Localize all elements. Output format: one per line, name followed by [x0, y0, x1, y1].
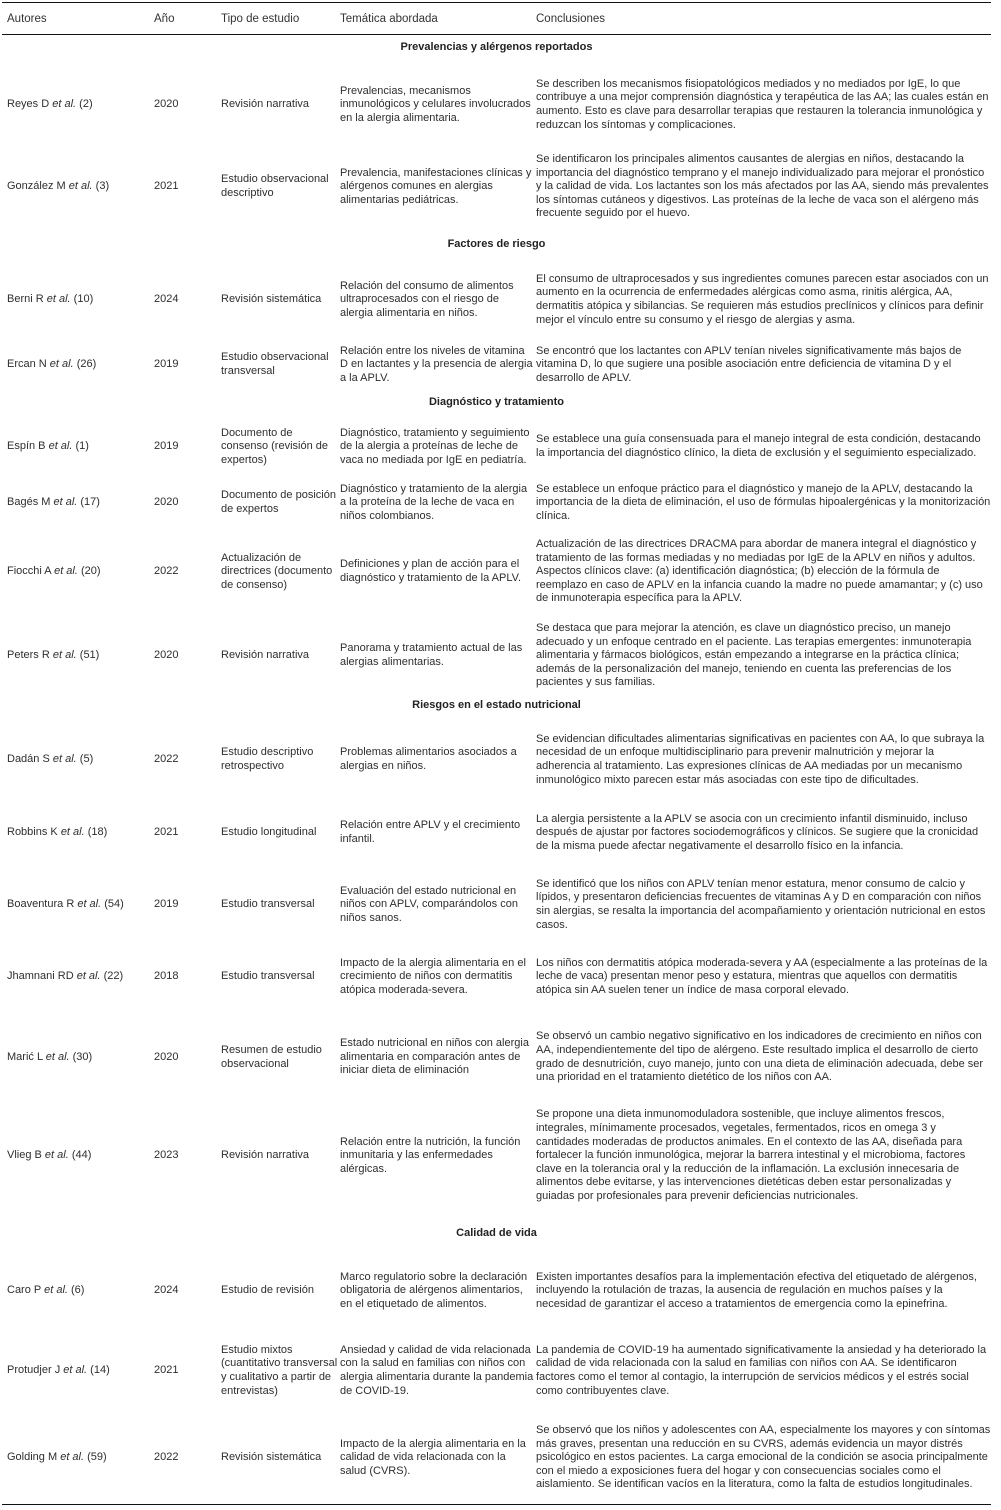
topic-text: Panorama y tratamiento actual de las alergias alimentarias.	[340, 642, 523, 668]
reference-number: (30)	[69, 1050, 93, 1063]
topic-cell	[340, 417, 534, 477]
topic-cell	[340, 870, 534, 940]
topic-cell	[340, 802, 534, 864]
bottom-rule	[2, 1504, 991, 1505]
study-type-text: Estudio de revisión	[221, 1284, 314, 1297]
et-al: et al.	[63, 1364, 88, 1377]
et-al: et al.	[44, 1149, 69, 1162]
conclusion-text: Se establece una guía consensuada para el manejo integral de esta condición, destacando la importancia del diagnóstico clínico, la dieta de exclusión y el seguimiento especializado.	[536, 433, 981, 459]
conclusion-cell	[536, 802, 991, 864]
study-type-cell	[221, 340, 339, 390]
conclusion-text: Se encontró que los lactantes con APLV tenían niveles significativamente más bajos de vitamina D, lo que sugiere una posible asociación entre deficiencia de vitamina D y el desarrollo de APLV.	[536, 344, 962, 384]
conclusion-text: Se identificó que los niños con APLV tenían menor estatura, menor consumo de calcio y lípidos, y presentaron deficiencias frecuentes de vitaminas A y D en comparación con niños sin alergias, se resalta la importancia del acompañamiento y orientación nutricional en estos casos.	[536, 877, 986, 931]
year-cell	[154, 142, 214, 232]
et-al: et al.	[54, 565, 78, 578]
author-name: Caro P	[7, 1284, 45, 1297]
table-row	[2, 870, 991, 940]
year-cell	[154, 1100, 214, 1212]
conclusion-cell	[536, 870, 991, 940]
section-title: Factores de riesgo	[447, 238, 546, 250]
author-citation	[7, 1451, 152, 1465]
table-row	[2, 719, 991, 801]
author-citation	[7, 753, 152, 767]
study-type-text: Estudio transversal	[221, 970, 315, 983]
et-al: et al.	[77, 898, 102, 911]
author-cell	[7, 942, 152, 1012]
year-text: 2022	[154, 565, 179, 578]
et-al: et al.	[46, 293, 71, 306]
year-text: 2024	[154, 293, 179, 306]
author-citation	[7, 1051, 152, 1065]
year-text: 2020	[154, 496, 179, 509]
conclusion-text: Se establece un enfoque práctico para el diagnóstico y manejo de la APLV, destacando la importancia de la dieta de eliminación, el uso de fórmulas hipoalergénicas y la monitorización clínica.	[536, 482, 991, 522]
topic-text: Prevalencias, mecanismos inmunológicos y celulares involucrados en la alergia alimentaria.	[340, 84, 531, 124]
year-cell	[154, 617, 214, 695]
reference-number: (17)	[77, 496, 100, 509]
author-citation	[7, 1149, 152, 1163]
section-title: Calidad de vida	[456, 1227, 537, 1239]
study-type-text: Revisión sistemática	[221, 293, 322, 306]
author-name: Espín B	[7, 440, 49, 453]
author-citation	[7, 1284, 152, 1298]
reference-number: (14)	[87, 1364, 110, 1377]
topic-cell	[340, 529, 534, 615]
conclusion-cell	[536, 617, 991, 695]
year-cell	[154, 719, 214, 801]
author-cell	[7, 1015, 152, 1100]
et-al: et al.	[48, 440, 73, 453]
et-al: et al.	[52, 98, 77, 111]
reference-number: (10)	[70, 293, 94, 306]
study-type-cell	[221, 1412, 339, 1504]
study-type-text: Actualización de directrices (documento de consenso)	[221, 551, 333, 591]
topic-text: Impacto de la alergia alimentaria en el crecimiento de niños con dermatitis atópica moderada-severa.	[340, 956, 526, 996]
author-name: Peters R	[7, 649, 53, 662]
header-anio: Año	[154, 13, 175, 25]
study-type-text: Revisión sistemática	[221, 1451, 322, 1464]
study-type-cell	[221, 1100, 339, 1212]
study-type-text: Revisión narrativa	[221, 649, 310, 662]
study-type-text: Estudio descriptivo retrospectivo	[221, 746, 314, 772]
topic-cell	[340, 66, 534, 144]
study-type-cell	[221, 1015, 339, 1100]
conclusion-cell	[536, 477, 991, 529]
study-type-cell	[221, 417, 339, 477]
author-citation	[7, 293, 152, 307]
conclusion-text: Se describen los mecanismos fisiopatológicos mediados y no mediados por IgE, lo que contribuye a una mejor comprensión diagnóstica y terapéutica de las AA; las cuales están en aumento. Esto es clave para desarrollar terapias que restauren la tolerancia inmunológica y reduzcan los síntomas y complicaciones.	[536, 77, 989, 131]
author-cell	[7, 617, 152, 695]
year-text: 2019	[154, 358, 179, 371]
author-name: Golding M	[7, 1451, 61, 1464]
study-type-text: Estudio observacional descriptivo	[221, 173, 329, 199]
topic-text: Prevalencia, manifestaciones clínicas y alérgenos comunes en alergias alimentarias pediátricas.	[340, 166, 532, 206]
study-type-cell	[221, 1252, 339, 1330]
year-cell	[154, 1252, 214, 1330]
conclusion-text: Se propone una dieta inmunomoduladora sostenible, que incluye alimentos frescos, integrales, mínimamente procesados, vegetales, fermentados, ricos en omega 3 y cantidades moderadas de productos animales. En el contexto de las AA, diseñada para fortalecer la función inmunológica, mejorar la barrera intestinal y el microbioma, factores clave en la tolerancia oral y la reducción de la inflamación. La exclusión innecesaria de alimentos debe evitarse, y las intervenciones dietéticas deben estar personalizadas y guiadas por profesionales para prevenir deficiencias nutricionales.	[536, 1108, 966, 1202]
author-cell	[7, 1412, 152, 1504]
topic-text: Problemas alimentarios asociados a alergias en niños.	[340, 746, 517, 772]
reference-number: (54)	[101, 898, 124, 911]
reference-number: (2)	[76, 98, 93, 111]
table-row	[2, 1252, 991, 1330]
author-name: Fiocchi A	[7, 565, 55, 578]
study-type-cell	[221, 719, 339, 801]
topic-cell	[340, 1100, 534, 1212]
section-title: Prevalencias y alérgenos reportados	[400, 41, 593, 53]
et-al: et al.	[53, 496, 78, 509]
et-al: et al.	[49, 358, 74, 371]
year-text: 2022	[154, 1451, 179, 1464]
conclusion-cell	[536, 262, 991, 338]
author-citation	[7, 180, 152, 194]
conclusion-cell	[536, 1100, 991, 1212]
year-text: 2024	[154, 1284, 179, 1297]
year-cell	[154, 529, 214, 615]
conclusion-text: Se identificaron los principales alimentos causantes de alergias en niños, destacando la importancia del diagnóstico temprano y el manejo individualizado para mejorar el pronóstico y la calidad de vida. Los lactantes son los más afectados por las AA, siendo más prevalentes los síntomas cutáneos y digestivos. Las proteínas de la leche de vaca son el alérgeno más frecuente seguido por el huevo.	[536, 153, 989, 220]
year-text: 2023	[154, 1149, 179, 1162]
topic-text: Ansiedad y calidad de vida relacionada con la salud en familias con niños con alergia alimentaria durante la pandemia de COVID-19.	[340, 1343, 534, 1397]
topic-text: Evaluación del estado nutricional en niños con APLV, comparándolos con niños sanos.	[340, 884, 518, 924]
year-text: 2021	[154, 180, 179, 193]
table-row	[2, 1100, 991, 1212]
table-row	[2, 1015, 991, 1100]
conclusion-text: Se evidencian dificultades alimentarias significativas en pacientes con AA, lo que subraya la necesidad de un enfoque multidisciplinario para prevenir malnutrición y mejorar la adherencia al tratamiento. Las expresiones clínicas de AA mediadas por un mecanismo inmunológico mixto parecen estar más asociadas con este tipo de dificultades.	[536, 732, 985, 786]
year-text: 2020	[154, 1050, 179, 1063]
author-name: Robbins K	[7, 826, 61, 839]
table-row	[2, 340, 991, 390]
author-cell	[7, 477, 152, 529]
topic-cell	[340, 719, 534, 801]
reference-number: (44)	[68, 1149, 92, 1162]
topic-cell	[340, 1252, 534, 1330]
author-name: Ercan N	[7, 358, 50, 371]
study-type-text: Documento de consenso (revisión de expertos)	[221, 426, 329, 466]
year-text: 2021	[154, 826, 179, 839]
conclusion-text: El consumo de ultraprocesados y sus ingredientes comunes parecen estar asociados con un aumento en la ocurrencia de enfermedades alérgicas como asma, rinitis alérgica, AA, dermatitis atópica y sibilancias. Se requieren más estudios preclínicos y clínicos para definir mejor el vínculo entre su consumo y el riesgo de alergias y asma.	[536, 272, 989, 326]
top-rule	[2, 2, 991, 3]
author-cell	[7, 340, 152, 390]
et-al: et al.	[52, 649, 77, 662]
year-cell	[154, 1015, 214, 1100]
topic-text: Impacto de la alergia alimentaria en la calidad de vida relacionada con la salud (CVRS).	[340, 1437, 526, 1477]
study-type-cell	[221, 529, 339, 615]
table-row	[2, 262, 991, 338]
conclusion-cell	[536, 1015, 991, 1100]
study-type-text: Estudio transversal	[221, 898, 315, 911]
reference-number: (3)	[92, 180, 110, 193]
author-name: Jhamnani RD	[7, 970, 77, 983]
author-cell	[7, 870, 152, 940]
section-title: Diagnóstico y tratamiento	[428, 396, 565, 408]
reference-number: (6)	[67, 1284, 85, 1297]
reference-number: (20)	[77, 565, 101, 578]
study-type-text: Resumen de estudio observacional	[221, 1043, 322, 1070]
reference-number: (26)	[73, 358, 97, 371]
year-text: 2018	[154, 970, 179, 983]
table-row	[2, 417, 991, 477]
author-name: Reyes D	[7, 98, 53, 111]
author-cell	[7, 719, 152, 801]
et-al: et al.	[76, 970, 101, 983]
et-al: et al.	[60, 826, 85, 839]
study-type-cell	[221, 477, 339, 529]
author-citation	[7, 496, 152, 510]
table-row	[2, 66, 991, 144]
year-text: 2020	[154, 98, 179, 111]
conclusion-cell	[536, 66, 991, 144]
study-type-cell	[221, 617, 339, 695]
conclusion-cell	[536, 1412, 991, 1504]
conclusion-cell	[536, 719, 991, 801]
year-cell	[154, 66, 214, 144]
conclusion-text: Se observó un cambio negativo significativo en los indicadores de crecimiento en niños con AA, independientemente del tipo de alérgeno. Este resultado implica el desarrollo de cierto grado de desnutrición, cuyo manejo, junto con una dieta de eliminación adecuada, debe ser una prioridad en el tratamiento dietético de los niños con AA.	[536, 1030, 984, 1084]
topic-text: Relación del consumo de alimentos ultraprocesados con el riesgo de alergia alimentaria en niños.	[340, 279, 514, 319]
conclusion-text: La alergia persistente a la APLV se asocia con un crecimiento infantil disminuido, incluso después de ajustar por factores sociodemográficos y clínicos. Se sugiere que la cronicidad de la misma puede afectar negativamente el desarrollo físico en la infancia.	[536, 812, 979, 852]
reference-number: (1)	[72, 440, 89, 453]
author-citation	[7, 649, 152, 663]
study-type-cell	[221, 1332, 339, 1410]
reference-number: (22)	[100, 970, 124, 983]
conclusion-text: La pandemia de COVID-19 ha aumentado significativamente la ansiedad y ha deteriorado la calidad de vida relacionada con la salud en familias con niños con AA. Se identificaron factores como el temor al contagio, la interrupción de servicios médicos y el estrés social como contribuyentes clave.	[536, 1343, 987, 1397]
study-type-cell	[221, 870, 339, 940]
author-citation	[7, 565, 152, 579]
author-name: Berni R	[7, 293, 47, 306]
author-name: Vlieg B	[7, 1149, 45, 1162]
author-citation	[7, 826, 152, 840]
conclusion-cell	[536, 1332, 991, 1410]
study-type-text: Revisión narrativa	[221, 1149, 310, 1162]
topic-cell	[340, 262, 534, 338]
topic-text: Diagnóstico, tratamiento y seguimiento de la alergia a proteínas de leche de vaca no mediada por IgE en pediatría.	[340, 426, 530, 466]
author-citation	[7, 1364, 152, 1378]
et-al: et al.	[68, 180, 93, 193]
author-citation	[7, 358, 152, 372]
study-type-text: Estudio mixtos (cuantitativo transversal y cualitativo a partir de entrevistas)	[221, 1343, 338, 1397]
author-cell	[7, 529, 152, 615]
header-conclusiones: Conclusiones	[536, 13, 606, 25]
et-al: et al.	[60, 1451, 85, 1464]
year-cell	[154, 870, 214, 940]
conclusion-cell	[536, 142, 991, 232]
year-text: 2020	[154, 649, 179, 662]
topic-cell	[340, 142, 534, 232]
reference-number: (59)	[84, 1451, 107, 1464]
table-header	[2, 4, 991, 35]
year-text: 2019	[154, 898, 179, 911]
table-row	[2, 529, 991, 615]
author-name: Boaventura R	[7, 898, 78, 911]
author-cell	[7, 1252, 152, 1330]
author-citation	[7, 970, 152, 984]
author-name: Protudjer J	[7, 1364, 64, 1377]
study-type-cell	[221, 66, 339, 144]
section-title: Riesgos en el estado nutricional	[412, 699, 581, 711]
study-type-cell	[221, 942, 339, 1012]
topic-text: Relación entre APLV y el crecimiento infantil.	[340, 819, 521, 845]
conclusion-text: Se destaca que para mejorar la atención, es clave un diagnóstico preciso, un manejo adecuado y un enfoque centrado en el paciente. Las terapias emergentes: inmunoterapia alimentaria y fármacos biológicos, están empezando a integrarse en la práctica clínica; además de la personalización del manejo, teniendo en cuenta las preferencias de los pacientes y sus familias.	[536, 622, 972, 689]
year-text: 2022	[154, 753, 179, 766]
author-name: Dadán S	[7, 753, 53, 766]
topic-text: Marco regulatorio sobre la declaración obligatoria de alérgenos alimentarios, en el etiquetado de alimentos.	[340, 1270, 528, 1310]
table-row	[2, 802, 991, 864]
author-cell	[7, 262, 152, 338]
table-row	[2, 477, 991, 529]
reference-number: (5)	[76, 753, 94, 766]
header-tematica: Temática abordada	[340, 13, 438, 25]
conclusion-cell	[536, 417, 991, 477]
reference-number: (18)	[84, 826, 108, 839]
conclusion-cell	[536, 1252, 991, 1330]
table-row	[2, 1332, 991, 1410]
year-cell	[154, 340, 214, 390]
table-row	[2, 617, 991, 695]
author-name: González M	[7, 180, 69, 193]
topic-cell	[340, 1412, 534, 1504]
year-cell	[154, 1332, 214, 1410]
topic-text: Relación entre los niveles de vitamina D en lactantes y la presencia de alergia a la APLV.	[340, 344, 533, 384]
author-cell	[7, 142, 152, 232]
header-autores: Autores	[7, 13, 47, 25]
year-text: 2019	[154, 440, 179, 453]
study-type-cell	[221, 802, 339, 864]
study-type-text: Estudio longitudinal	[221, 826, 317, 839]
year-text: 2021	[154, 1364, 179, 1377]
study-type-text: Revisión narrativa	[221, 98, 310, 111]
topic-text: Definiciones y plan de acción para el diagnóstico y tratamiento de la APLV.	[340, 558, 522, 584]
topic-cell	[340, 1332, 534, 1410]
year-cell	[154, 802, 214, 864]
conclusion-text: Existen importantes desafíos para la implementación efectiva del etiquetado de alérgenos, incluyendo la rotulación de trazas, la ausencia de regulación en muchos países y la necesidad de garantizar el acceso a tratamientos de emergencia como la epinefrina.	[536, 1270, 977, 1310]
study-type-text: Documento de posición de expertos	[221, 489, 336, 515]
conclusion-text: Se observó que los niños y adolescentes con AA, especialmente los mayores y con síntomas más graves, presentan una reducción en su CVRS, además evidencia un mayor distrés psicológico en estos pacientes. La carga emocional de la condición se asocia principalmente con el miedo a exposiciones fuera del hogar y con consecuencias sociales como el aislamiento. Se identifican vacíos en la literatura, como la falta de estudios longitudinales.	[536, 1424, 991, 1491]
study-type-cell	[221, 142, 339, 232]
year-cell	[154, 1412, 214, 1504]
author-name: Bagés M	[7, 496, 54, 509]
year-cell	[154, 942, 214, 1012]
reference-number: (51)	[76, 649, 100, 662]
header-tipo: Tipo de estudio	[221, 13, 300, 25]
author-cell	[7, 66, 152, 144]
author-citation	[7, 440, 152, 454]
author-cell	[7, 1100, 152, 1212]
et-al: et al.	[52, 753, 77, 766]
author-cell	[7, 1332, 152, 1410]
conclusion-text: Actualización de las directrices DRACMA para abordar de manera integral el diagnóstico y tratamiento de las formas mediadas y no mediadas por IgE de la APLV en niños y adultos. Aspectos clínicos clave: (a) identificación diagnóstica; (b) elección de la fórmula de reemplazo en caso de APLV en la infancia cuando la madre no puede amamantar; y (c) uso de inmunoterapia específica para la APLV.	[536, 538, 983, 605]
table-row	[2, 1412, 991, 1504]
conclusion-text: Los niños con dermatitis atópica moderada-severa y AA (especialmente a las proteínas de la leche de vaca) presentan menor peso y estatura, mientras que aquellos con dermatitis atópica sin AA suelen tener un índice de masa corporal elevado.	[536, 956, 988, 996]
author-citation	[7, 898, 152, 912]
author-name: Marić L	[7, 1050, 46, 1063]
et-al: et al.	[45, 1050, 70, 1063]
topic-cell	[340, 340, 534, 390]
conclusion-cell	[536, 942, 991, 1012]
table-row	[2, 142, 991, 232]
topic-cell	[340, 617, 534, 695]
conclusion-cell	[536, 340, 991, 390]
topic-text: Estado nutricional en niños con alergia alimentaria en comparación antes de iniciar dieta de eliminación	[340, 1037, 529, 1077]
study-type-text: Estudio observacional transversal	[221, 351, 329, 377]
topic-cell	[340, 942, 534, 1012]
table-row	[2, 942, 991, 1012]
author-cell	[7, 417, 152, 477]
topic-cell	[340, 1015, 534, 1100]
author-citation	[7, 98, 152, 112]
year-cell	[154, 262, 214, 338]
study-type-cell	[221, 262, 339, 338]
topic-text: Relación entre la nutrición, la función inmunitaria y las enfermedades alérgicas.	[340, 1135, 521, 1175]
et-al: et al.	[44, 1284, 68, 1297]
topic-cell	[340, 477, 534, 529]
year-cell	[154, 417, 214, 477]
year-cell	[154, 477, 214, 529]
topic-text: Diagnóstico y tratamiento de la alergia a la proteína de la leche de vaca en niños colombianos.	[340, 482, 528, 522]
author-cell	[7, 802, 152, 864]
conclusion-cell	[536, 529, 991, 615]
